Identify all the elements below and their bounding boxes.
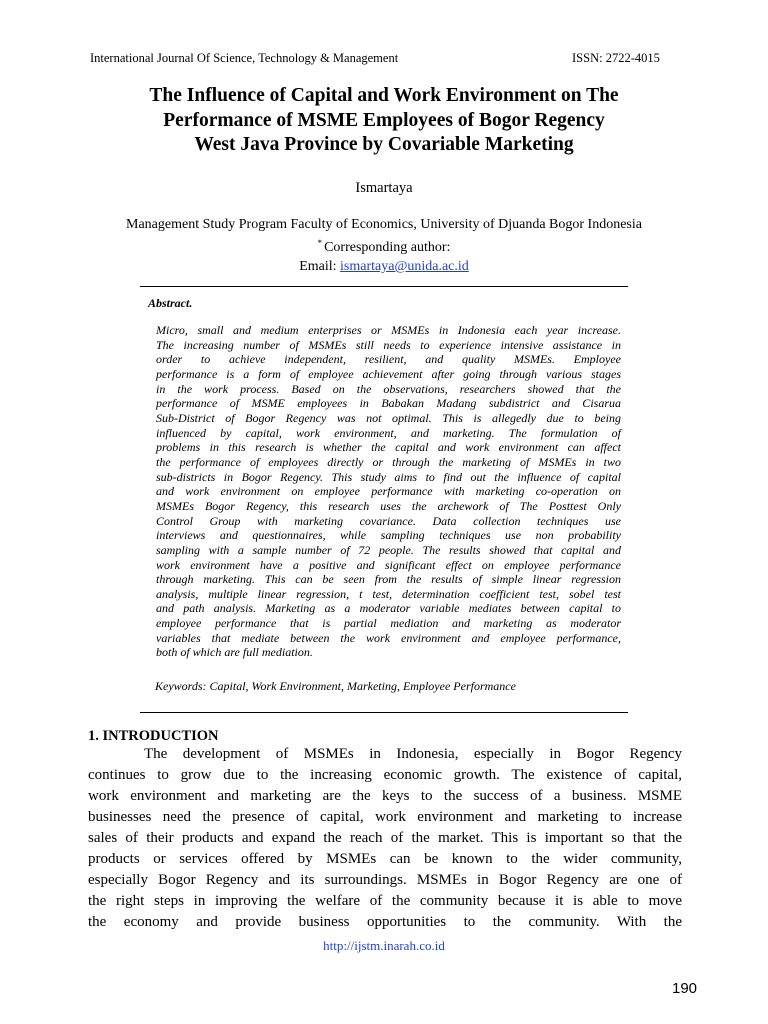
email-link[interactable]: ismartaya@unida.ac.id	[340, 259, 469, 274]
keywords: Keywords: Capital, Work Environment, Marketing, Employee Performance	[155, 679, 516, 693]
abstract-heading: Abstract.	[148, 296, 193, 310]
title-line: Performance of MSME Employees of Bogor Regency	[163, 109, 605, 131]
issn: ISSN: 2722-4015	[572, 51, 660, 65]
abstract-line: Sub-District of Bogor Regency was not optimal. This is allegedly due to being	[156, 410, 621, 425]
introduction-body	[88, 744, 682, 933]
abstract-line: and path analysis. Marketing as a moderator variable mediates between capital to	[156, 601, 621, 616]
abstract-line: performance of MSME employees in Babakan Madang subdistrict and Cisarua	[156, 396, 621, 411]
abstract-line: work environment have a positive and significant effect on employee performance	[156, 557, 621, 572]
section-heading-introduction: 1. INTRODUCTION	[88, 728, 219, 744]
abstract-body	[156, 323, 621, 660]
abstract-line: The increasing number of MSMEs still needs to experience intensive assistance in	[156, 337, 621, 352]
affiliation: Management Study Program Faculty of Economics, University of Djuanda Bogor Indonesia	[126, 217, 642, 232]
corresponding-author	[0, 234, 768, 257]
paper-title	[60, 84, 708, 158]
abstract-line: both of which are full mediation.	[156, 645, 313, 660]
paragraph-line: sales of their products and expand the reach of the market. This is important so that the	[88, 830, 682, 846]
corresponding-label: Corresponding author:	[324, 240, 451, 255]
abstract-line: and work environment on employee performance with marketing co-operation on	[156, 484, 621, 499]
paragraph-line: the right steps in improving the welfare of the community because it is able to move	[88, 893, 682, 909]
paragraph-line: especially Bogor Regency and its surroundings. MSMEs in Bogor Regency are one of	[88, 872, 682, 888]
paragraph-line: the economy and provide business opportunities to the community. With the	[88, 914, 682, 930]
abstract-line: influenced by capital, work environment, and marketing. The formulation of	[156, 425, 621, 440]
abstract-line: sub-districts in Bogor Regency. This study aims to find out the influence of capital	[156, 469, 621, 484]
abstract-line: interviews and questionnaires, while sampling techniques use non probability	[156, 528, 621, 543]
abstract-line: employee performance that is partial mediation and marketing as moderator	[156, 616, 621, 631]
abstract-line: analysis, multiple linear regression, t test, determination coefficient test, sobel test	[156, 586, 621, 601]
abstract-top-rule	[140, 286, 628, 287]
abstract-line: sampling with a sample number of 72 people. The results showed that capital and	[156, 542, 621, 557]
abstract-line: performance is a form of employee achievement after going through various stages	[156, 366, 621, 381]
abstract-line: problems in this research is whether the capital and work environment can affect	[156, 440, 621, 455]
title-line: The Influence of Capital and Work Environment on The	[149, 85, 619, 106]
abstract-line: variables that mediate between the work environment and employee performance,	[156, 630, 621, 645]
page-number: 190	[672, 980, 698, 997]
abstract-line: MSMEs Bogor Regency, this research uses the archework of The Posttest Only	[156, 498, 621, 513]
abstract-line: through marketing. This can be seen from the results of simple linear regression	[156, 572, 621, 587]
footer-url-link[interactable]: http://ijstm.inarah.co.id	[323, 938, 445, 953]
title-line: West Java Province by Covariable Marketing	[194, 134, 574, 155]
paragraph-line: businesses need the presence of capital, work environment and marketing to increase	[88, 809, 682, 825]
journal-name: International Journal Of Science, Technology & Management	[90, 51, 399, 65]
paragraph-line: work environment and marketing are the keys to the success of a business. MSME	[88, 788, 682, 804]
corresponding-marker: *	[317, 238, 323, 248]
abstract-bottom-rule	[140, 712, 628, 713]
abstract-line: Micro, small and medium enterprises or MSMEs in Indonesia each year increase.	[156, 323, 621, 337]
abstract-line: order to achieve independent, resilient, and quality MSMEs. Employee	[156, 352, 621, 367]
paragraph-line: The development of MSMEs in Indonesia, especially in Bogor Regency	[144, 746, 682, 762]
paragraph-line: products or services offered by MSMEs can be known to the wider community,	[88, 851, 682, 867]
author-name: Ismartaya	[355, 180, 413, 196]
abstract-line: Control Group with marketing covariance. Data collection techniques use	[156, 513, 621, 528]
abstract-line: in the work process. Based on the observations, researchers showed that the	[156, 381, 621, 396]
email-label: Email:	[299, 259, 341, 274]
abstract-line: the performance of employees directly or through the marketing of MSMEs in two	[156, 454, 621, 469]
paragraph-line: continues to grow due to the increasing economic growth. The existence of capital,	[88, 767, 682, 783]
affiliation-block	[0, 215, 768, 276]
email-line	[0, 257, 768, 276]
